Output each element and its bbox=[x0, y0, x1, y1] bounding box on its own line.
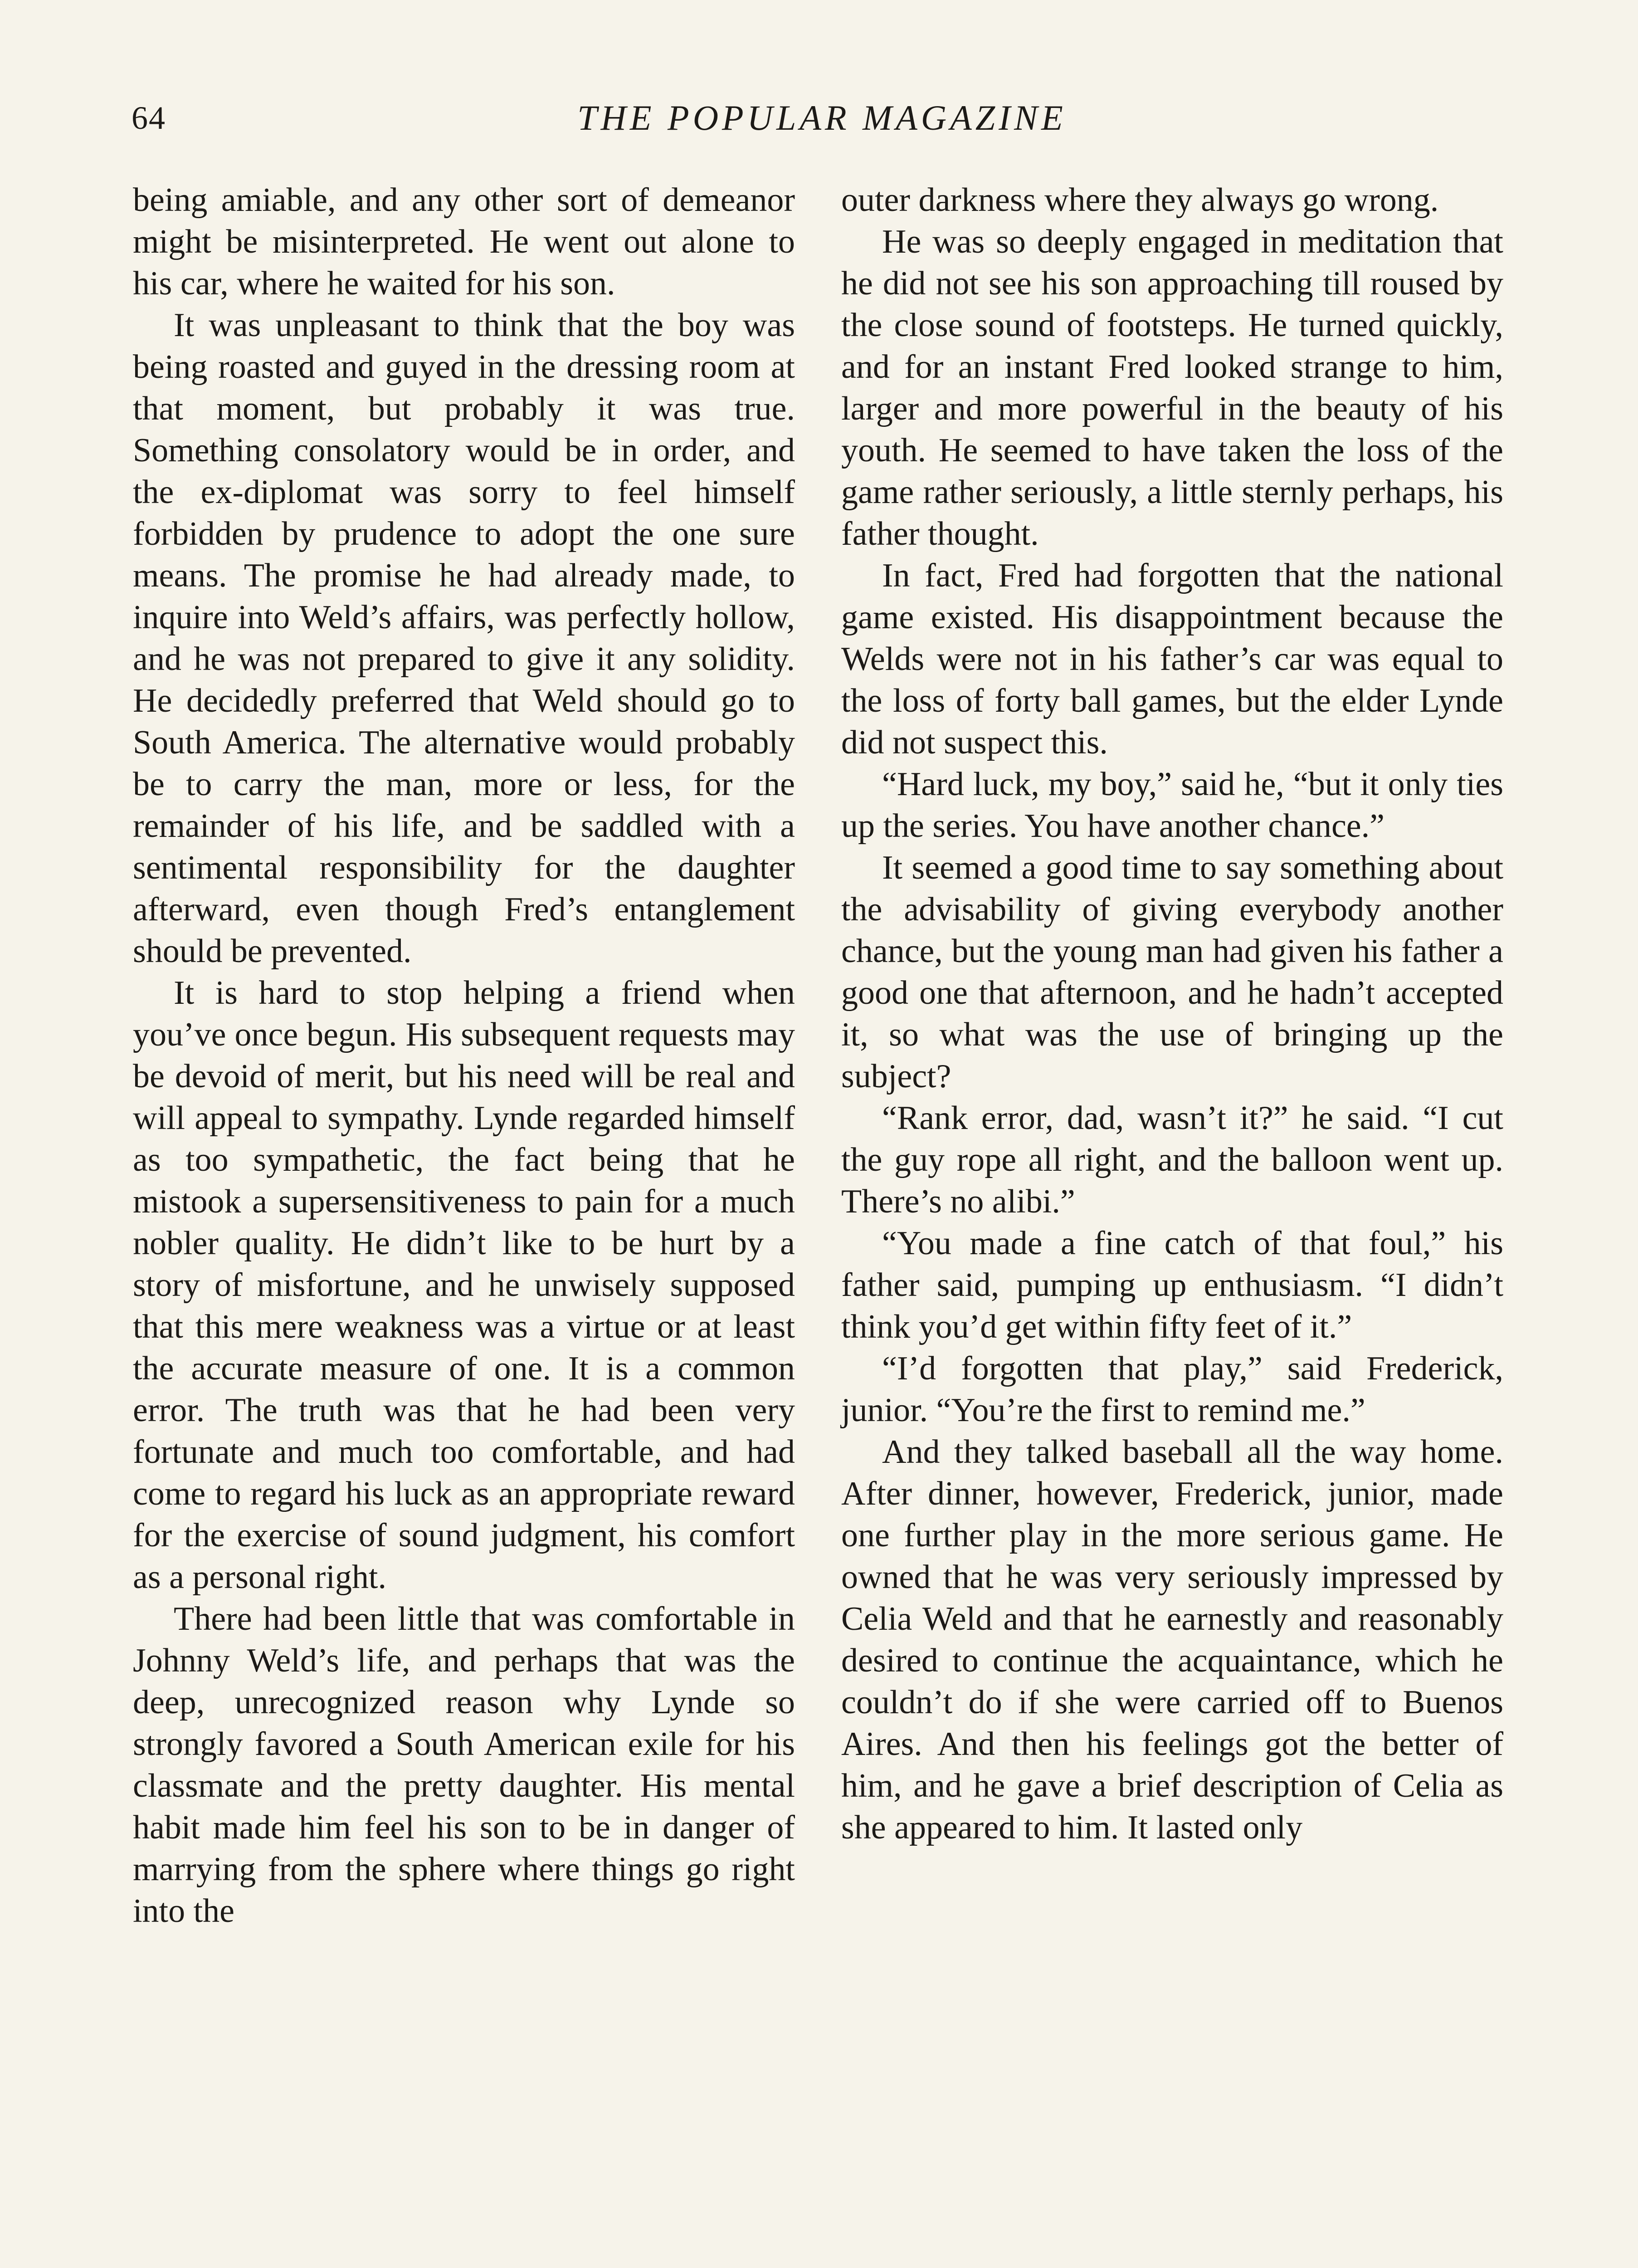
paragraph: “I’d forgotten that play,” said Frederick, junior. “You’re the first to remind me.” bbox=[841, 1350, 1503, 1429]
paragraph: being amiable, and any other sort of demeanor might be misinterpreted. He went out alone to his car, where he waited for his son. bbox=[133, 181, 795, 302]
paragraph: And they talked baseball all the way home. After dinner, however, Frederick, junior, made one further play in the more serious game. He owned that he was very seriously impressed by Celia Weld and that he earnestly and reasonably desired to continue the acquaintance, which he couldn’t do if she were carried off to Buenos Aires. And then his feelings got the better of him, and he gave a brief description of Celia as she appeared to him. It lasted only bbox=[841, 1433, 1503, 1846]
paragraph: It was unpleasant to think that the boy was being roasted and guyed in the dressing room at that moment, but probably it was true. Something consolatory would be in order, and the ex-diplomat was sorry to feel himself forbidden by prudence to adopt the one sure means. The promise he had already made, to inquire into Weld’s affairs, was perfectly hollow, and he was not prepared to give it any solidity. He decidedly preferred that Weld should go to South America. The alternative would probably be to carry the man, more or less, for the remainder of his life, and be saddled with a sentimental responsibility for the daughter afterward, even though Fred’s entanglement should be prevented. bbox=[133, 307, 795, 970]
paragraph: “Rank error, dad, wasn’t it?” he said. “I cut the guy rope all right, and the balloon went up. There’s no alibi.” bbox=[841, 1100, 1503, 1220]
running-title: THE POPULAR MAGAZINE bbox=[577, 98, 1067, 137]
paragraph: It is hard to stop helping a friend when you’ve once begun. His subsequent requests may be devoid of merit, but his need will be real and will appeal to sympathy. Lynde regarded himself as too sympathetic, the fact being that he mistook a supersensitiveness to pain for a much nobler quality. He didn’t like to be hurt by a story of misfortune, and he unwisely supposed that this mere weakness was a virtue or at least the accurate measure of one. It is a common error. The truth was that he had been very fortunate and much too comfortable, and had come to regard his luck as an appropriate reward for the exercise of sound judgment, his comfort as a personal right. bbox=[133, 974, 795, 1596]
left-column bbox=[133, 179, 795, 1932]
paragraph: He was so deeply engaged in meditation that he did not see his son approaching till roused by the close sound of footsteps. He turned quickly, and for an instant Fred looked strange to him, larger and more powerful in the beauty of his youth. He seemed to have taken the loss of the game rather seriously, a little sternly perhaps, his father thought. bbox=[841, 223, 1503, 552]
page-header bbox=[132, 93, 1512, 143]
paragraph: In fact, Fred had forgotten that the national game existed. His disappointment because the Welds were not in his father’s car was equal to the loss of forty ball games, but the elder Lynde did not suspect this. bbox=[841, 557, 1503, 761]
page-number: 64 bbox=[132, 100, 166, 136]
paragraph: “Hard luck, my boy,” said he, “but it only ties up the series. You have another chance.” bbox=[841, 766, 1503, 845]
paragraph: outer darkness where they always go wrong. bbox=[841, 181, 1439, 219]
paragraph: “You made a fine catch of that foul,” his father said, pumping up enthusiasm. “I didn’t think you’d get within fifty feet of it.” bbox=[841, 1225, 1503, 1345]
paragraph: It seemed a good time to say something about the advisability of giving everybody another chance, but the young man had given his father a good one that afternoon, and he hadn’t accepted it, so what was the use of bringing up the subject? bbox=[841, 849, 1503, 1095]
right-column bbox=[841, 179, 1503, 1848]
paragraph: There had been little that was comfortable in Johnny Weld’s life, and perhaps that was the deep, unrecognized reason why Lynde so strongly favored a South American exile for his classmate and the pretty daughter. His mental habit made him feel his son to be in danger of marrying from the sphere where things go right into the bbox=[133, 1600, 795, 1930]
